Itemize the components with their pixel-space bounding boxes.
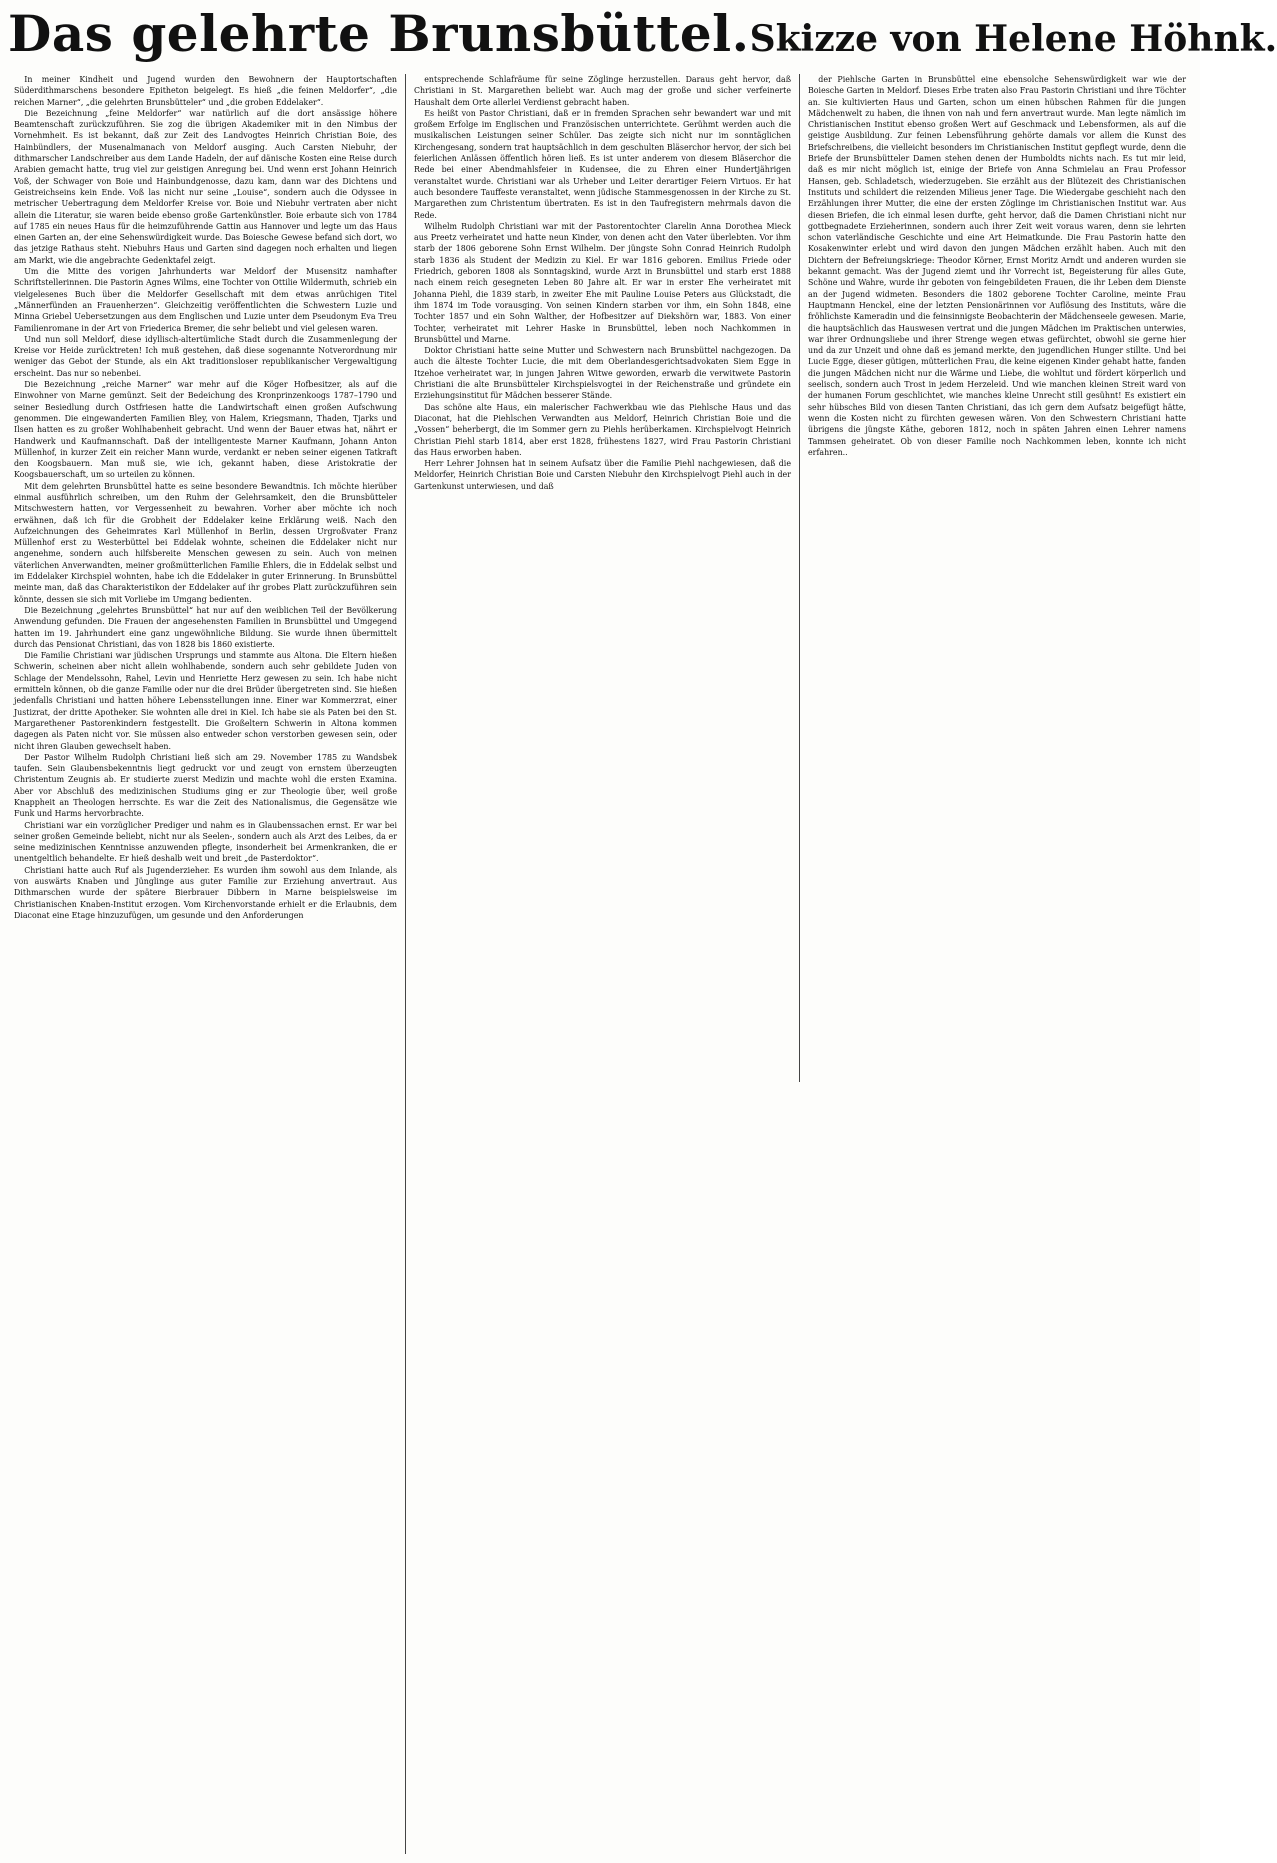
column-2 — [406, 74, 800, 1082]
column-3 — [800, 74, 1194, 972]
article-paragraph: Die Bezeichnung „feine Meldorfer“ war natürlich auf die dort ansässige höhere Beamtenschaft zurückzuführen. Sie zog die übrigen Akademiker mit in den Nimbus der Vornehmheit. Es ist bekannt, daß zur Zeit des Landvogtes Heinrich Christian Boie, des Hainbündlers, der Musenalmanach von Meldorf ausging. Auch Carsten Niebuhr, der dithmarscher Landschreiber aus dem Lande Hadeln, der auf dänische Kosten eine Reise durch Arabien gemacht hatte, trug viel zur geistigen Anregung bei. Und wenn erst Johann Heinrich Voß, der Schwager von Boie und Hainbundgenosse, dazu kam, dann war des Dichtens und Geistreichseins kein Ende. Voß las nicht nur seine „Louise“, sondern auch die Odyssee in metrischer Uebertragung dem Meldorfer Kreise vor. Boie und Niebuhr vertraten aber nicht allein die Literatur, sie waren beide ebenso große Gartenkünstler. Boie erbaute sich von 1784 auf 1785 ein neues Haus für die heimzuführende Gattin aus Hannover und legte um das Haus einen Garten an, der eine Sehenswürdigkeit wurde. Das Boiesche Gewese befand sich dort, wo das jetzige Rathaus steht. Niebuhrs Haus und Garten sind dagegen noch erhalten und liegen am Markt, wie die angebrachte Gedenktafel zeigt. — [14, 108, 397, 265]
article-paragraph: Doktor Christiani hatte seine Mutter und Schwestern nach Brunsbüttel nachgezogen. Da auch die älteste Tochter Lucie, die mit dem Oberlandesgerichtsadvokaten Siem Egge in Itzehoe verheiratet war, in jungen Jahren Witwe geworden, erwarb die verwitwete Pastorin Christiani die alte Brunsbütteler Kirchspielsvogtei in der Reichenstraße und gründete ein Erziehungsinstitut für Mädchen besserer Stände. — [414, 346, 791, 401]
article-paragraph: Herr Lehrer Johnsen hat in seinem Aufsatz über die Familie Piehl nachgewiesen, daß die Meldorfer, Heinrich Christian Boie und Carsten Niebuhr den Kirchspielvogt Piehl auch in der Gartenkunst unterwiesen, und daß — [414, 459, 791, 491]
article-title: Das gelehrte Brunsbüttel. — [8, 4, 750, 63]
article-columns — [6, 74, 1194, 1856]
article-header — [8, 4, 1277, 68]
article-paragraph: Mit dem gelehrten Brunsbüttel hatte es seine besondere Bewandtnis. Ich möchte hierüber einmal ausführlich schreiben, um den Ruhm der Gelehrsamkeit, den die Brunsbütteler Mitschwestern hatten, vor Vergessenheit zu bewahren. Vorher aber möchte ich noch erwähnen, daß ich für die Grobheit der Eddelaker keine Erklärung weiß. Nach den Aufzeichnungen des Geheimrates Karl Müllenhof in Berlin, dessen Urgroßvater Franz Müllenhof erst zu Westerbüttel bei Eddelak wohnte, scheinen die Eddelaker nicht nur angenehme, sondern auch hilfsbereite Menschen gewesen zu sein. Auch von meinen väterlichen Anverwandten, meiner großmütterlichen Familie Ehlers, die in Eddelak selbst und im Eddelaker Kirchspiel wohnten, habe ich die Eddelaker in guter Erinnerung. In Brunsbüttel meinte man, daß das Charakteristikon der Eddelaker auf ihr grobes Platt zurückzuführen sein könnte, dessen sie sich mit Vorliebe im Umgang bedienten. — [14, 481, 397, 604]
article-paragraph: Das schöne alte Haus, ein malerischer Fachwerkbau wie das Piehlsche Haus und das Diaconat, hat die Piehlschen Verwandten aus Meldorf, Heinrich Christian Boie und die „Vossen“ beherbergt, die im Sommer gern zu Piehls herüberkamen. Kirchspielvogt Heinrich Christian Piehl starb 1814, aber erst 1828, frühestens 1827, wird Frau Pastorin Christiani das Haus erworben haben. — [414, 402, 791, 457]
article-paragraph: Christiani hatte auch Ruf als Jugenderzieher. Es wurden ihm sowohl aus dem Inlande, als von auswärts Knaben und Jünglinge aus guter Familie zur Erziehung anvertraut. Aus Dithmarschen wurde der spätere Bierbrauer Dibbern in Marne beispielsweise im Christianischen Knaben-Institut erzogen. Vom Kirchenvorstande erhielt er die Erlaubnis, dem Diaconat eine Etage hinzuzufügen, um gesunde und den Anforderungen — [14, 865, 397, 920]
article-paragraph: Der Pastor Wilhelm Rudolph Christiani ließ sich am 29. November 1785 zu Wandsbek taufen. Sein Glaubensbekenntnis liegt gedruckt vor und zeugt von ernstem überzeugten Christentum Zeugnis ab. Er studierte zuerst Medizin und machte wohl die ersten Examina. Aber vor Abschluß des medizinischen Studiums ging er zur Theologie über, weil große Knappheit an Theologen herrschte. Es war die Zeit des Nationalismus, die Gegensätze wie Funk und Harms hervorbrachte. — [14, 752, 397, 819]
article-paragraph: Die Bezeichnung „reiche Marner“ war mehr auf die Köger Hofbesitzer, als auf die Einwohner von Marne gemünzt. Seit der Bedeichung des Kronprinzenkoogs 1787–1790 und seiner Besiedlung durch Ostfriesen hatte die Landwirtschaft einen großen Aufschwung genommen. Die eingewanderten Familien Bley, von Halem, Kriegsmann, Thaden, Tjarks und Ilsen hatten es zu großer Wohlhabenheit gebracht. Und wenn der Bauer etwas hat, nährt er Handwerk und Kaufmannschaft. Daß der intelligenteste Marner Kaufmann, Johann Anton Müllenhof, in kurzer Zeit ein reicher Mann wurde, verdankt er neben seiner eigenen Tatkraft den Koogsbauern. Man muß sie, wie ich, gekannt haben, diese Aristokratie der Koogsbauerschaft, um so urteilen zu können. — [14, 380, 397, 480]
column-1 — [6, 74, 406, 1854]
article-byline: Skizze von Helene Höhnk. — [749, 18, 1277, 60]
article-paragraph: In meiner Kindheit und Jugend wurden den Bewohnern der Hauptortschaften Süderdithmarschens besondere Epitheton beigelegt. Es hieß „die feinen Meldorfer“, „die reichen Marner“, „die gelehrten Brunsbütteler“ und „die groben Eddelaker“. — [14, 75, 397, 107]
article-paragraph: Christiani war ein vorzüglicher Prediger und nahm es in Glaubenssachen ernst. Er war bei seiner großen Gemeinde beliebt, nicht nur als Seelen-, sondern auch als Arzt des Leibes, da er seine medizinischen Kenntnisse anzuwenden pflegte, insonderheit bei Armenkranken, die er unentgeltlich behandelte. Er hieß deshalb weit und breit „de Pasterdoktor“. — [14, 820, 397, 864]
article-paragraph: Wilhelm Rudolph Christiani war mit der Pastorentochter Clarelin Anna Dorothea Mieck aus Preetz verheiratet und hatte neun Kinder, von denen acht den Vater überlebten. Vor ihm starb der 1806 geborene Sohn Ernst Wilhelm. Der jüngste Sohn Conrad Heinrich Rudolph starb 1836 als Student der Medizin zu Kiel. Er war 1816 geboren. Emilius Friede oder Friedrich, geboren 1808 als Sonntagskind, wurde Arzt in Brunsbüttel und starb erst 1888 nach einem reich gesegneten Leben 80 Jahre alt. Er war in erster Ehe verheiratet mit Johanna Piehl, die 1839 starb, in zweiter Ehe mit Pauline Louise Peters aus Glückstadt, die ihm 1874 im Tode vorausging. Von seinen Kindern starben vor ihm, ein Sohn 1848, eine Tochter 1857 und ein Sohn Walther, der Hofbesitzer auf Diekshörn war, 1883. Von einer Tochter, verheiratet mit Lehrer Haske in Brunsbüttel, leben noch Nachkommen in Brunsbüttel und Marne. — [414, 221, 791, 344]
article-paragraph: Die Familie Christiani war jüdischen Ursprungs und stammte aus Altona. Die Eltern hießen Schwerin, scheinen aber nicht allein wohlhabende, sondern auch sehr gebildete Juden von Schlage der Mendelssohn, Rahel, Levin und Henriette Herz gewesen zu sein. Ich habe nicht ermitteln können, ob die ganze Familie oder nur die drei Brüder übergetreten sind. Sie hießen jedenfalls Christiani und hatten höhere Lebensstellungen inne. Einer war Kommerzrat, einer Justizrat, der dritte Apotheker. Sie wohnten alle drei in Kiel. Ich habe sie als Paten bei den St. Margarethener Pastorenkindern festgestellt. Die Großeltern Schwerin in Altona kommen dagegen als Paten nicht vor. Sie müssen also entweder schon verstorben gewesen sein, oder nicht ihren Glauben gewechselt haben. — [14, 651, 397, 751]
article-paragraph: Es heißt von Pastor Christiani, daß er in fremden Sprachen sehr bewandert war und mit großem Erfolge im Englischen und Französischen unterrichtete. Gerühmt werden auch die musikalischen Leistungen seiner Schüler. Das zeigte sich nicht nur im sonntäglichen Kirchengesang, sondern trat hauptsächlich in dem geschulten Bläserchor hervor, der sich bei feierlichen Anlässen öffentlich hören ließ. Es ist unter anderem von diesem Bläserchor die Rede bei einer Abendmahlsfeier in Kudensee, die zu Ehren einer Hundertjährigen veranstaltet wurde. Christiani war als Urheber und Leiter derartiger Feiern Virtuos. Er hat auch besondere Tauffeste veranstaltet, wenn jüdische Stammesgenossen in der Kirche zu St. Margarethen zum Christentum übertraten. Es ist in den Taufregistern mehrmals davon die Rede. — [414, 108, 791, 220]
article-paragraph: Die Bezeichnung „gelehrtes Brunsbüttel“ hat nur auf den weiblichen Teil der Bevölkerung Anwendung gefunden. Die Frauen der angesehensten Familien in Brunsbüttel und Umgegend hatten im 19. Jahrhundert eine ganz ungewöhnliche Bildung. Sie wurde ihnen übermittelt durch das Pensionat Christiani, das von 1828 bis 1860 existierte. — [14, 605, 397, 649]
article-paragraph: entsprechende Schlafräume für seine Zöglinge herzustellen. Daraus geht hervor, daß Christiani in St. Margarethen beliebt war. Auch mag der große und sicher verfeinerte Haushalt dem Orte allerlei Verdienst gebracht haben. — [414, 75, 791, 107]
article-paragraph: Und nun soll Meldorf, diese idyllisch-altertümliche Stadt durch die Zusammenlegung der Kreise vor Heide zurücktreten! Ich muß gestehen, daß diese sogenannte Notverordnung mir weniger das Gebot der Stunde, als ein Akt traditionsloser republikanischer Vergewaltigung erscheint. Das nur so nebenbei. — [14, 334, 397, 378]
article-paragraph: der Piehlsche Garten in Brunsbüttel eine ebensolche Sehenswürdigkeit war wie der Boiesche Garten in Meldorf. Dieses Erbe traten also Frau Pastorin Christiani und ihre Töchter an. Sie kultivierten Haus und Garten, schon um einen hübschen Rahmen für die jungen Mädchenwelt zu haben, die ihnen von nah und fern anvertraut wurde. Man legte nämlich im Christianischen Institut ebenso großen Wert auf Geschmack und Lebensformen, als auf die geistige Ausbildung. Zur feinen Lebensführung gehörte damals vor allem die Kunst des Briefschreibens, die vielleicht besonders im Christianischen Institut gepflegt wurde, denn die Briefe der Brunsbütteler Damen stehen denen der Humboldts nichts nach. Es tut mir leid, daß es mir nicht möglich ist, einige der Briefe von Anna Schmielau an Frau Professor Hansen, geb. Schladetsch, wiederzugeben. Sie erzählt aus der Blütezeit des Christianischen Instituts und schildert die reizenden Milieus jener Tage. Die Wiedergabe geschieht nach den Erzählungen ihrer Mutter, die eine der ersten Zöglinge im Christianischen Institut war. Aus diesen Briefen, die ich einmal lesen durfte, geht hervor, daß die Damen Christiani nicht nur gottbegnadete Erzieherinnen, sondern auch ihrer Zeit weit voraus waren, denn sie lehrten schon vaterländische Geschichte und eine Art Heimatkunde. Die Frau Pastorin hatte den Kosakenwinter erlebt und wird davon den jungen Mädchen erzählt haben. Auch mit den Dichtern der Befreiungskriege: Theodor Körner, Ernst Moritz Arndt und anderen wurden sie bekannt gemacht. Was der Jugend ziemt und ihr Vorrecht ist, Begeisterung für alles Gute, Schöne und Wahre, wurde ihr geboten von feingebildeten Frauen, die ihr Leben dem Dienste an der Jugend widmeten. Besonders die 1802 geborene Tochter Caroline, meinte Frau Hauptmann Henckel, eine der letzten Pensionärinnen vor Auflösung des Instituts, wäre die fröhlichste Kameradin und die feinsinnigste Beobachterin der Mädchenseele gewesen. Marie, die hauptsächlich das Hauswesen vertrat und die jungen Mädchen im Praktischen unterwies, war ihrer Ordnungsliebe und ihrer Strenge wegen etwas gefürchtet, obwohl sie gerne hier und da zur Unzeit und ohne daß es jemand merkte, den jugendlichen Hunger stillte. Und bei Lucie Egge, dieser gütigen, mütterlichen Frau, die keine eigenen Kinder gehabt hatte, fanden die jungen Mädchen nicht nur die Wärme und Liebe, die wohltut und fördert körperlich und seelisch, sondern auch Trost in jedem Herzeleid. Und wie manchen kleinen Streit ward von der humanen Forum geschlichtet, wie manches kleine Unrecht still gesühnt! Es existiert ein sehr hübsches Bild von diesen Tanten Christiani, das ich gern dem Aufsatz beigefügt hätte, wenn die Kosten nicht zu fürchten gewesen wären. Von den Schwestern Christiani hatte übrigens die jüngste Käthe, geboren 1812, noch in späten Jahren einen Lehrer namens Tammsen geheiratet. Ob von dieser Familie noch Nachkommen leben, konnte ich nicht erfahren.. — [808, 75, 1186, 457]
article-paragraph: Um die Mitte des vorigen Jahrhunderts war Meldorf der Musensitz namhafter Schriftstellerinnen. Die Pastorin Agnes Wilms, eine Tochter von Ottilie Wildermuth, schrieb ein vielgelesenes Buch über die Meldorfer Gesellschaft mit dem etwas anrüchigen Titel „Männerfünden an Frauenherzen“. Gleichzeitig veröffentlichten die Schwestern Luzie und Minna Griebel Uebersetzungen aus dem Englischen und Luzie unter dem Pseudonym Eva Treu Familienromane in der Art von Friederica Bremer, die sehr beliebt und viel gelesen waren. — [14, 267, 397, 333]
